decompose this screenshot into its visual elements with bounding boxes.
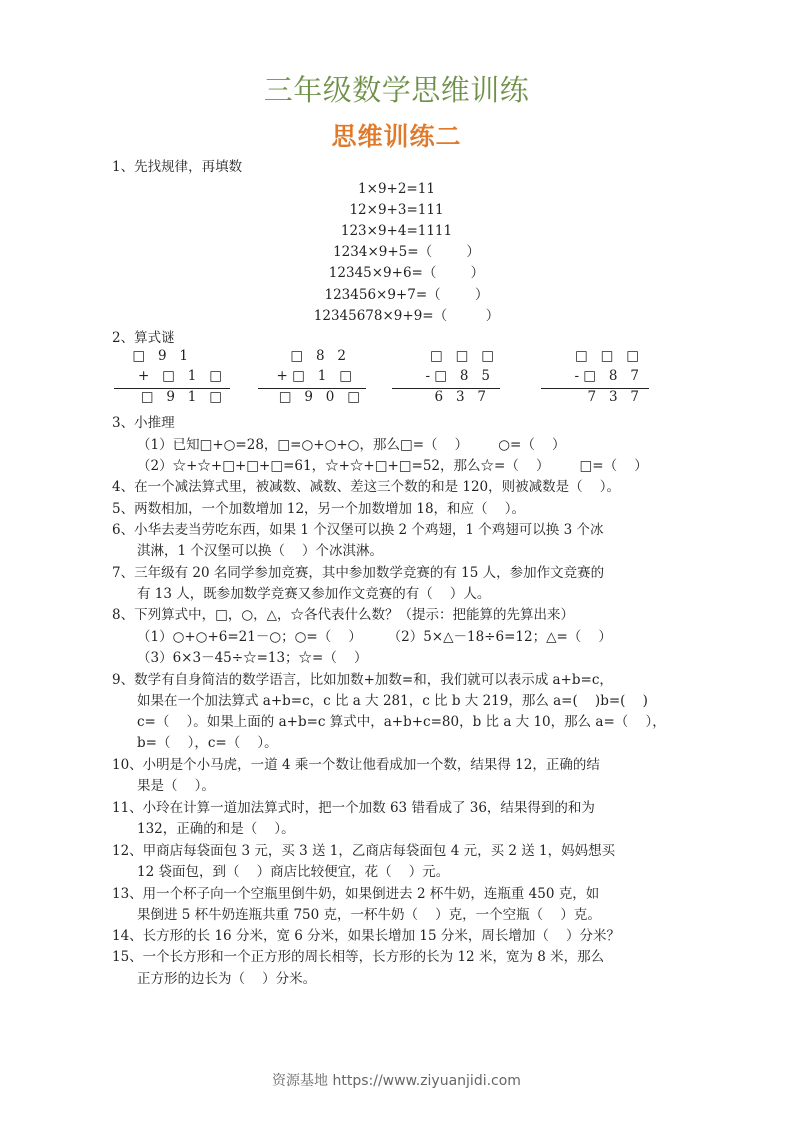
arithmetic-puzzle [541, 348, 649, 409]
arithmetic-puzzle [258, 348, 366, 409]
question-11: 11、小玲在计算一道加法算式时，把一个加数 63 错看成了 36，结果得到的和为 [112, 800, 595, 816]
question-4: 4、在一个减法算式里，被减数、减数、差这三个数的和是 120，则被减数是（ ）。 [112, 479, 621, 495]
puzzle-result-row: 6 3 7 [434, 389, 486, 405]
question-11-cont: 132，正确的和是（ ）。 [137, 821, 295, 837]
question-9: 9、数学有自身简洁的数学语言，比如加数+加数=和，我们就可以表示成 a+b=c， [112, 672, 613, 688]
question-8-item: （3）6×3－45÷☆=13；☆=（ ） [137, 650, 368, 666]
arithmetic-puzzle [392, 348, 500, 409]
puzzle-top-row: □ □ □ [429, 348, 494, 364]
question-10: 10、小明是个小马虎，一道 4 乘一个数让他看成加一个数，结果得 12，正确的结 [112, 757, 600, 773]
puzzle-middle-row: - □ 8 5 [425, 368, 490, 384]
equation-line: 12×9+3=111 [349, 202, 444, 218]
question-5: 5、两数相加，一个加数增加 12，另一个加数增加 18，和应（ ）。 [112, 501, 525, 517]
puzzle-middle-row: + □ 1 □ [276, 368, 352, 384]
equation-line: 12345678×9+9=（ ） [313, 308, 500, 324]
question-9-cont: 如果在一个加法算式 a+b=c，c 比 a 大 281，c 比 b 大 219，那么 a=( )b=( ) [137, 693, 648, 709]
question-6-cont: 淇淋，1 个汉堡可以换（ ）个冰淇淋。 [137, 543, 384, 559]
puzzle-middle-row: + □ 1 □ [137, 368, 222, 384]
question-15: 15、一个长方形和一个正方形的周长相等，长方形的长为 12 米，宽为 8 米，那么 [112, 949, 605, 965]
puzzle-result-row: □ 9 0 □ [278, 389, 360, 405]
question-13: 13、用一个杯子向一个空瓶里倒牛奶，如果倒进去 2 杯牛奶，连瓶重 450 克，如 [112, 886, 600, 902]
equation-line: 123×9+4=1111 [340, 223, 453, 239]
question-12: 12、甲商店每袋面包 3 元，买 3 送 1，乙商店每袋面包 4 元，买 2 送 1，妈妈想买 [112, 843, 616, 859]
question-3-item: （1）已知□+○=28，□=○+○+○，那么□=（ ） ○=（ ） [137, 437, 566, 453]
equation-line: 1234×9+5=（ ） [333, 244, 480, 260]
question-2-label: 2、算式谜 [112, 330, 175, 346]
question-9-cont: c=（ ）。如果上面的 a+b=c 算式中，a+b+c=80，b 比 a 大 10，那么 a=（ ）， [137, 714, 666, 730]
puzzle-top-row: □ 9 1 [132, 348, 188, 364]
question-12-cont: 12 袋面包，到（ ）商店比较便宜，花（ ）元。 [137, 864, 450, 880]
document-title: 三年级数学思维训练 [263, 73, 530, 107]
question-8-item: （1）○+○+6=21－○；○=（ ） （2）5×△－18÷6=12；△=（ ） [137, 629, 612, 645]
question-8: 8、下列算式中，□，○，△，☆各代表什么数？（提示：把能算的先算出来） [112, 607, 575, 623]
document-subtitle: 思维训练二 [331, 122, 462, 151]
question-9-cont: b=（ ），c=（ ）。 [137, 735, 278, 751]
puzzle-top-row: □ 8 2 [290, 348, 346, 364]
question-7-cont: 有 13 人，既参加数学竞赛又参加作文竞赛的有（ ）人。 [137, 586, 491, 602]
question-3-item: （2）☆+☆+□+□+□=61，☆+☆+□+□=52，那么☆=（ ） □=（ ） [137, 458, 648, 474]
footer-watermark: 资源基地 https://www.ziyuanjidi.com [272, 1073, 521, 1089]
puzzle-middle-row: - □ 8 7 [574, 368, 639, 384]
question-13-cont: 果倒进 5 杯牛奶连瓶共重 750 克，一杯牛奶（ ）克，一个空瓶（ ）克。 [137, 907, 601, 923]
equation-line: 12345×9+6=（ ） [328, 265, 485, 281]
puzzle-top-row: □ □ □ [574, 348, 639, 364]
question-10-cont: 果是（ ）。 [137, 778, 215, 794]
arithmetic-puzzle [114, 348, 230, 409]
question-7: 7、三年级有 20 名同学参加竞赛，其中参加数学竞赛的有 15 人，参加作文竞赛的 [112, 565, 605, 581]
equation-line: 123456×9+7=（ ） [324, 287, 489, 303]
question-1-label: 1、先找规律，再填数 [112, 159, 243, 175]
equation-line: 1×9+2=11 [358, 181, 435, 197]
puzzle-result-row: 7 3 7 [587, 389, 639, 405]
question-15-cont: 正方形的边长为（ ）分米。 [137, 971, 317, 987]
puzzle-result-row: □ 9 1 □ [140, 389, 222, 405]
question-3-label: 3、小推理 [112, 415, 175, 431]
question-6: 6、小华去麦当劳吃东西，如果 1 个汉堡可以换 2 个鸡翅，1 个鸡翅可以换 3 个冰 [112, 522, 604, 538]
question-14: 14、长方形的长 16 分米，宽 6 分米，如果长增加 15 分米，周长增加（ ）分米？ [112, 928, 621, 944]
